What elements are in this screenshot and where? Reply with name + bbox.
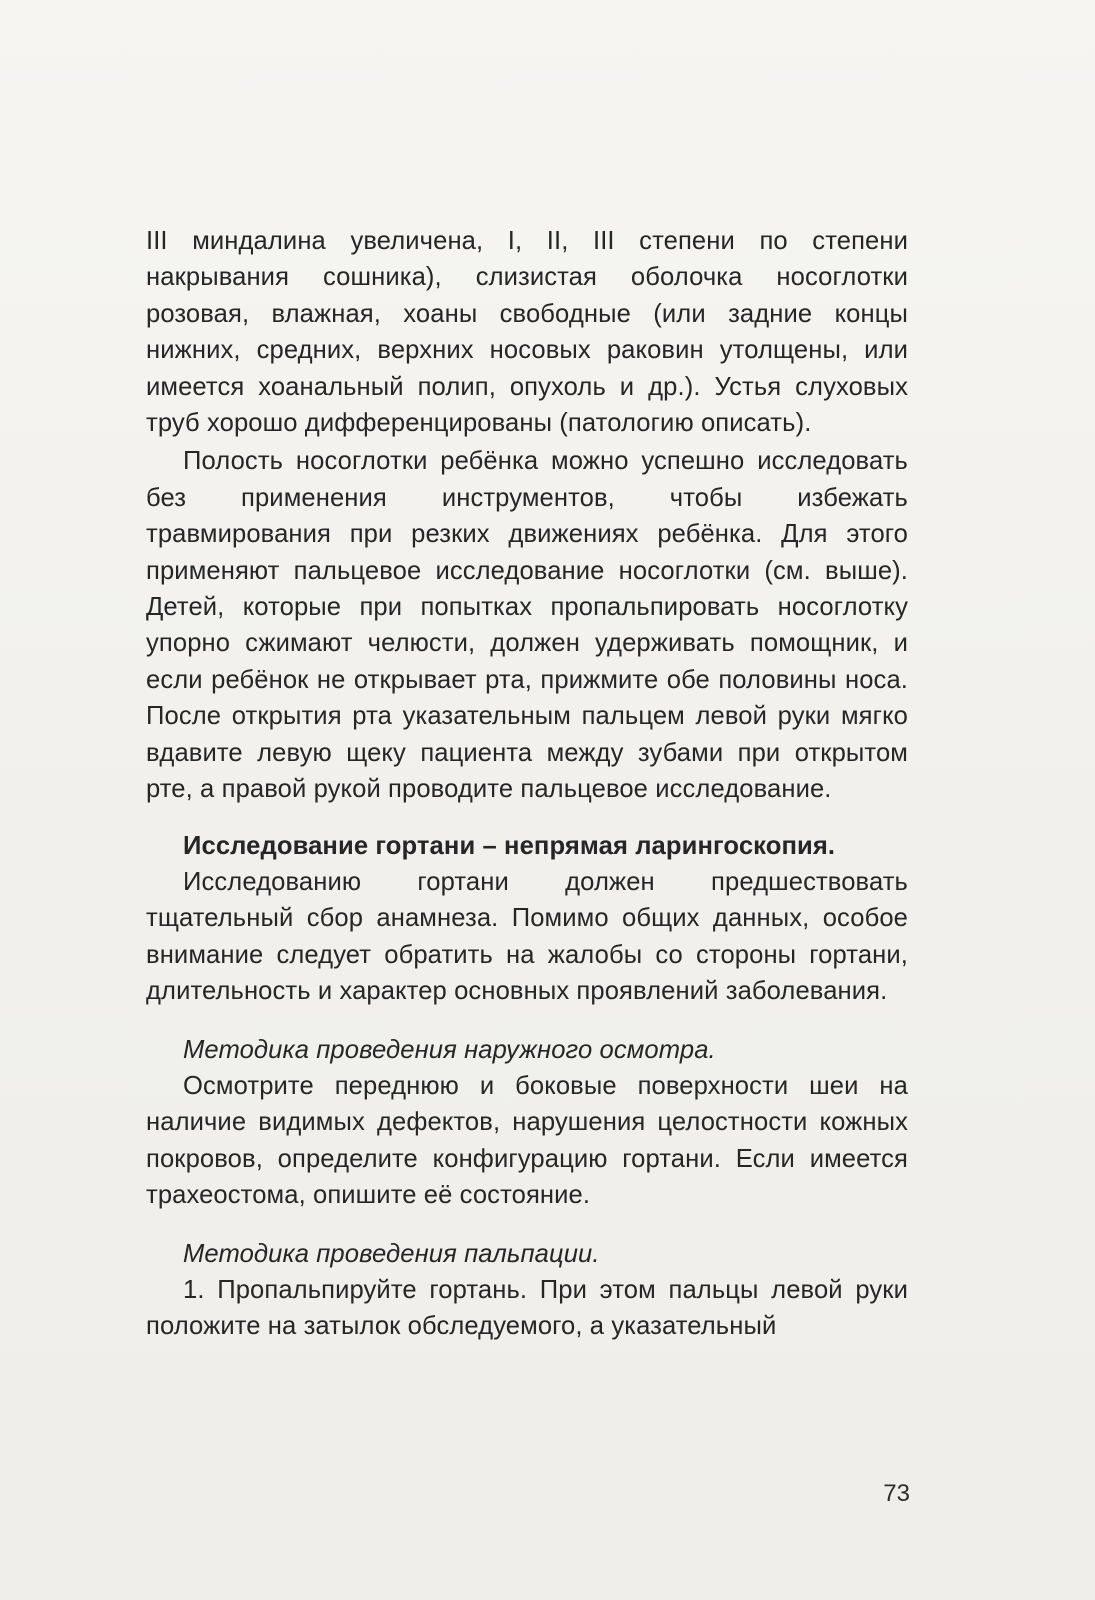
paragraph-anamnesis: Исследованию гортани должен предшествовать тщательный сбор анамнеза. Помимо общих данных, особое внимание следует обратить на жалобы со стороны гортани, длительность и характер основных проявлений заболевания.: [146, 867, 908, 1006]
subheading-external-exam: Методика проведения наружного осмотра.: [183, 1035, 716, 1064]
paragraph-nasopharynx-findings: III миндалина увеличена, I, II, III степени по степени накрывания сошника), слизистая оболочка носоглотки розовая, влажная, хоаны свободные (или задние концы нижних, средних, верхних носовых раковин утолщены, или имеется хоанальный полип, опухоль и др.). Устья слуховых труб хорошо дифференцированы (патологию описать).: [146, 227, 908, 438]
page-body: [146, 223, 908, 1345]
paragraph-palpation-step-1: 1. Пропальпируйте гортань. При этом пальцы левой руки положите на затылок обследуемого, а указательный: [146, 1275, 908, 1341]
subheading-palpation: Методика проведения пальпации.: [183, 1239, 600, 1268]
paragraph-external-exam: Осмотрите переднюю и боковые поверхности шеи на наличие видимых дефектов, нарушения целостности кожных покровов, определите конфигурацию гортани. Если имеется трахеостома, опишите её состояние.: [146, 1071, 908, 1210]
paragraph-child-nasopharynx-exam: Полость носоглотки ребёнка можно успешно исследовать без применения инструментов, чтобы избежать травмирования при резких движениях ребёнка. Для этого применяют пальцевое исследование носоглотки (см. выше). Детей, которые при попытках пропальпировать носоглотку упорно сжимают челюсти, должен удерживать помощник, и если ребёнок не открывает рта, прижмите обе половины носа. После открытия рта указательным пальцем левой руки мягко вдавите левую щеку пациента между зубами при открытом рте, а правой рукой проводите пальцевое исследование.: [146, 447, 908, 804]
page-number: 73: [883, 1480, 910, 1507]
section-heading-laryngoscopy: Исследование гортани – непрямая ларингоскопия.: [183, 831, 836, 860]
